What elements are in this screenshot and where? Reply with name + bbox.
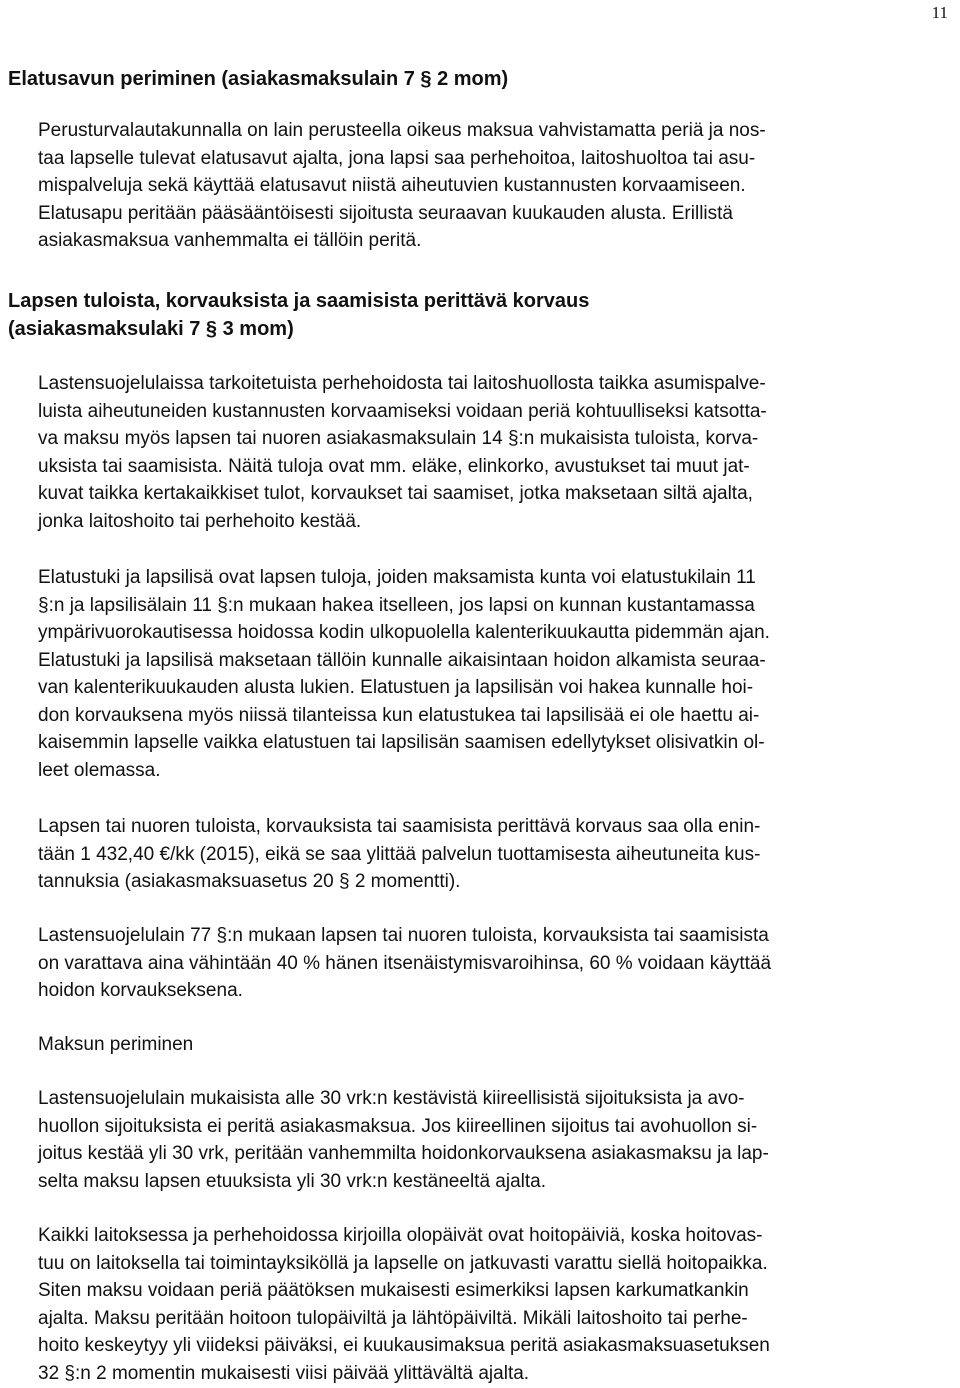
paragraph (38, 370, 958, 535)
text-line: tuu on laitoksella tai toimintayksiköllä ja lapselle on jatkuvasti varattu siellä hoitopaikka. (38, 1252, 768, 1274)
text-line: joitus kestää yli 30 vrk, peritään vanhemmilta hoidonkorvauksena asiakasmaksu ja lap- (38, 1143, 769, 1164)
text-line: Siten maksu voidaan periä päätöksen mukaisesti esimerkiksi lapsen karkumatkankin (38, 1280, 749, 1301)
text-line: Lapsen tai nuoren tuloista, korvauksista tai saamisista perittävä korvaus saa olla enin- (38, 816, 761, 837)
text-line: Kaikki laitoksessa ja perhehoidossa kirjoilla olopäivät ovat hoitopäiviä, koska hoitovas- (38, 1225, 763, 1246)
paragraph (38, 1222, 958, 1387)
text-line: uksista tai saamisista. Näitä tuloja ovat mm. eläke, elinkorko, avustukset tai muut jat- (38, 455, 750, 477)
text-line: on varattava aina vähintään 40 % hänen itsenäistymisvaroihinsa, 60 % voidaan käyttää (38, 952, 772, 974)
text-line: ajalta. Maksu peritään hoitoon tulopäiviltä ja lähtöpäiviltä. Mikäli laitoshoito tai perhe- (38, 1307, 748, 1329)
paragraph (38, 1085, 958, 1195)
text-line: huollon sijoituksista ei peritä asiakasmaksua. Jos kiireellinen sijoitus tai avohuollon si- (38, 1115, 758, 1137)
text-line: Lastensuojelulaissa tarkoitetuista perhehoidosta tai laitoshuollosta taikka asumispalve- (38, 373, 766, 394)
text-line: Lastensuojelulain mukaisista alle 30 vrk:n kestävistä kiireellisistä sijoituksista ja avo- (38, 1088, 745, 1109)
text-line: tään 1 432,40 €/kk (2015), eikä se saa ylittää palvelun tuottamisesta aiheutuneita kus- (38, 843, 761, 865)
text-line: Lastensuojelulain 77 §:n mukaan lapsen tai nuoren tuloista, korvauksista tai saamisista (38, 925, 769, 946)
text-line: Elatustuki ja lapsilisä ovat lapsen tuloja, joiden maksamista kunta voi elatustukilain 11 (38, 567, 756, 588)
text-line: asiakasmaksua vanhemmalta ei tällöin peritä. (38, 230, 422, 251)
text-line: 32 §:n 2 momentin mukaisesti viisi päivää ylittävältä ajalta. (38, 1362, 530, 1384)
text-line: va maksu myös lapsen tai nuoren asiakasmaksulain 14 §:n mukaisista tuloista, korva- (38, 428, 759, 449)
text-line: selta maksu lapsen etuuksista yli 30 vrk:n kestäneeltä ajalta. (38, 1170, 546, 1192)
text-line: taa lapselle tulevat elatusavut ajalta, jona lapsi saa perhehoitoa, laitoshuoltoa tai asu- (38, 147, 756, 169)
page-number: 11 (931, 3, 948, 22)
section-heading-elatusavun-periminen: Elatusavun periminen (asiakasmaksulain 7 § 2 mom) (8, 68, 509, 90)
section-heading-lapsen-tuloista (8, 288, 948, 343)
text-line: Perusturvalautakunnalla on lain perusteella oikeus maksua vahvistamatta periä ja nos- (38, 120, 766, 141)
text-line: van kalenterikuukauden alusta lukien. Elatustuen ja lapsilisän voi hakea kunnalle hoi- (38, 677, 754, 698)
heading-line: Lapsen tuloista, korvauksista ja saamisista perittävä korvaus (8, 290, 590, 312)
text-line: leet olemassa. (38, 759, 161, 781)
paragraph (38, 564, 958, 784)
text-line: ympärivuorokautisessa hoidossa kodin ulkopuolella kalenterikuukautta pidemmän ajan. (38, 622, 770, 643)
text-line: jonka laitoshoito tai perhehoito kestää. (38, 510, 362, 532)
heading-line: (asiakasmaksulaki 7 § 3 mom) (8, 317, 294, 340)
text-line: hoito keskeytyy yli viideksi päiväksi, ei kuukausimaksua peritä asiakasmaksuasetuksen (38, 1335, 770, 1356)
paragraph (38, 922, 958, 1005)
text-line: hoidon korvaukseksena. (38, 980, 243, 1001)
subheading-maksun-periminen: Maksun periminen (38, 1034, 194, 1055)
text-line: Elatustuki ja lapsilisä maksetaan tällöin kunnalle aikaisintaan hoidon alkamista seuraa- (38, 649, 766, 671)
text-line: luista aiheutuneiden kustannusten korvaamiseksi voidaan periä kohtuulliseksi katsotta- (38, 400, 767, 422)
text-line: kaisemmin lapselle vaikka elatustuen tai lapsilisän saamisen edellytykset olisivatkin ol- (38, 732, 765, 753)
text-line: tannuksia (asiakasmaksuasetus 20 § 2 momentti). (38, 871, 461, 892)
text-line: don korvauksena myös niissä tilanteissa kun elatustukea tai lapsilisää ei ole haettu ai- (38, 704, 760, 726)
text-line: kuvat taikka kertakaikkiset tulot, korvaukset tai saamiset, jotka maksetaan siltä ajalta, (38, 483, 753, 504)
text-line: Elatusapu peritään pääsääntöisesti sijoitusta seuraavan kuukauden alusta. Erillistä (38, 202, 733, 224)
paragraph (38, 813, 958, 896)
text-line: §:n ja lapsilisälain 11 §:n mukaan hakea itselleen, jos lapsi on kunnan kustantamassa (38, 594, 755, 616)
text-line: mispalveluja sekä käyttää elatusavut niistä aiheutuvien kustannusten korvaamiseen. (38, 175, 746, 196)
paragraph (38, 117, 958, 255)
